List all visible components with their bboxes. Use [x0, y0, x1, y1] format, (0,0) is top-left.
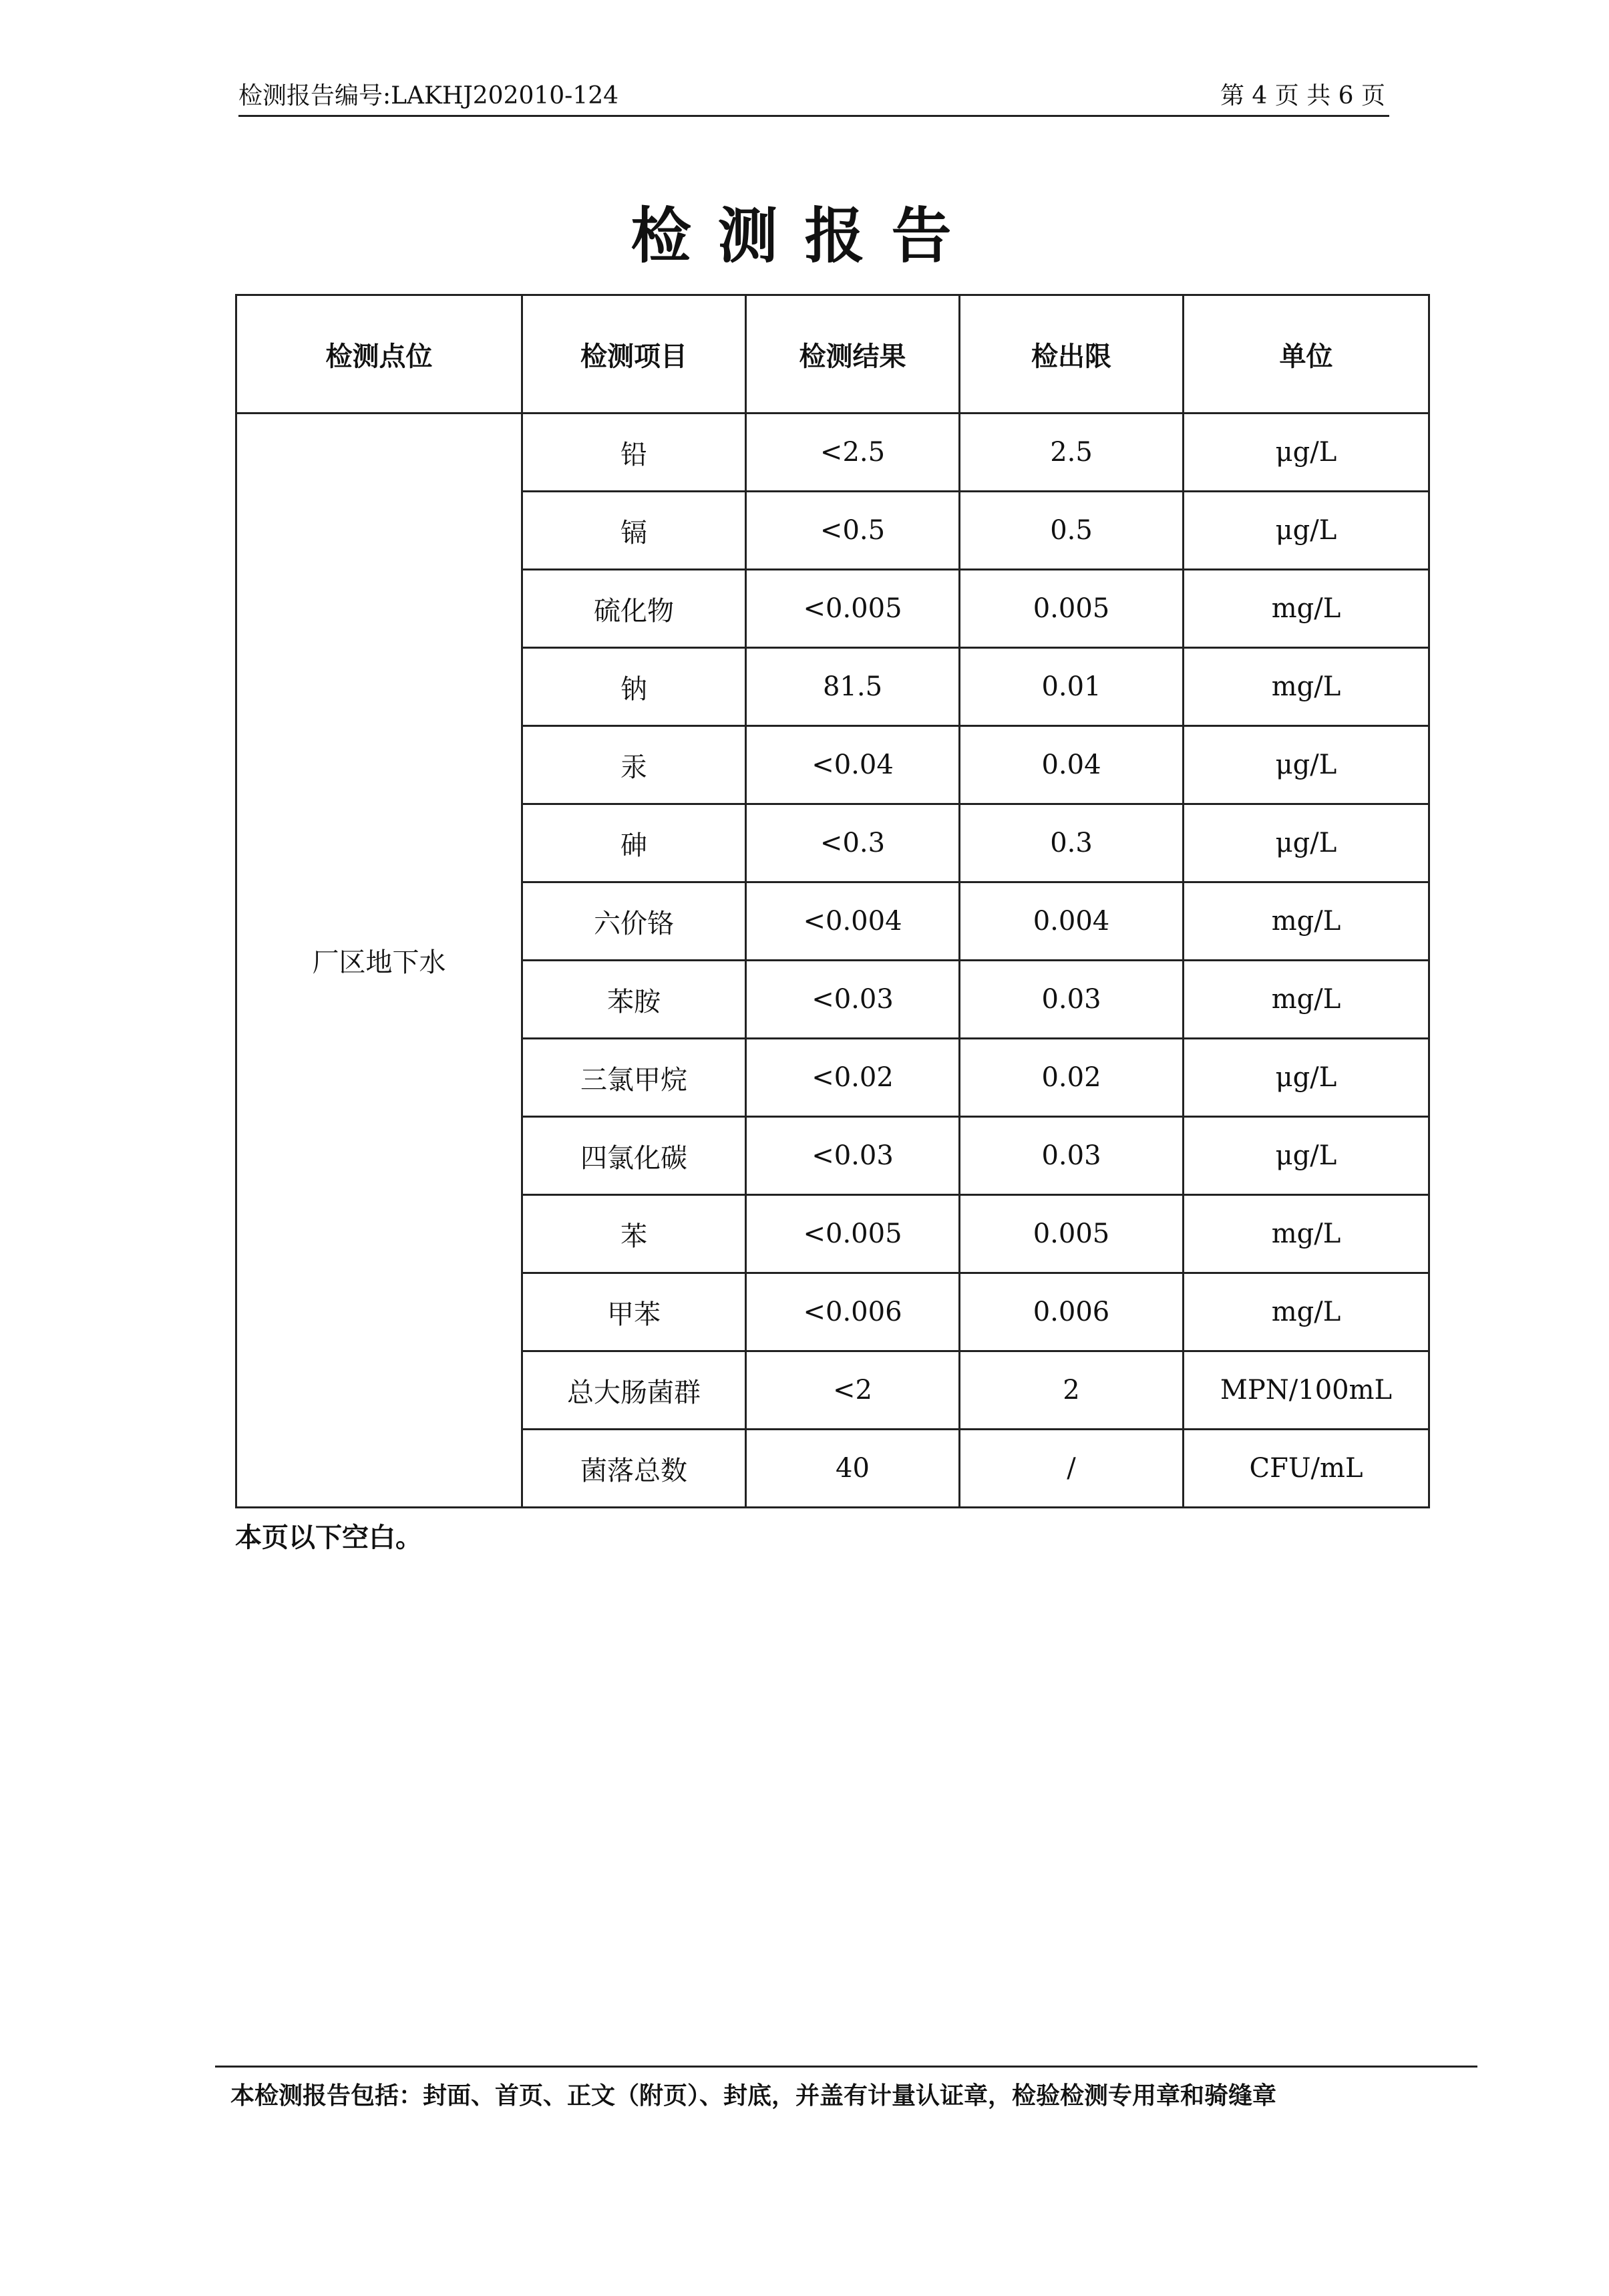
unit-cell: μg/L	[1184, 804, 1429, 882]
test-result-cell: <0.004	[746, 882, 960, 961]
test-result-cell: <0.03	[746, 961, 960, 1039]
test-item-cell: 六价铬	[522, 882, 746, 961]
table-header-row	[236, 295, 1429, 414]
unit-cell: mg/L	[1184, 570, 1429, 648]
report-number: 检测报告编号:LAKHJ202010-124	[238, 82, 619, 110]
test-item-cell: 三氯甲烷	[522, 1039, 746, 1117]
table-row	[236, 414, 1429, 492]
test-item-cell: 甲苯	[522, 1273, 746, 1351]
detection-limit-cell: 0.004	[960, 882, 1184, 961]
test-result-cell: <0.02	[746, 1039, 960, 1117]
test-item-cell: 四氯化碳	[522, 1117, 746, 1195]
unit-cell: μg/L	[1184, 492, 1429, 570]
detection-limit-cell: 0.3	[960, 804, 1184, 882]
page-indicator: 第 4 页 共 6 页	[1220, 82, 1385, 110]
test-result-cell: <0.006	[746, 1273, 960, 1351]
table-body	[236, 414, 1429, 1508]
header-divider	[238, 115, 1389, 117]
test-result-cell: 40	[746, 1430, 960, 1508]
test-item-cell: 苯	[522, 1195, 746, 1273]
detection-limit-cell: 0.006	[960, 1273, 1184, 1351]
unit-cell: mg/L	[1184, 1195, 1429, 1273]
test-item-cell: 铅	[522, 414, 746, 492]
test-result-cell: <2	[746, 1351, 960, 1430]
detection-limit-cell: 0.005	[960, 1195, 1184, 1273]
footer-divider	[215, 2066, 1477, 2068]
unit-cell: μg/L	[1184, 414, 1429, 492]
unit-cell: μg/L	[1184, 1039, 1429, 1117]
column-header: 检测点位	[236, 295, 522, 414]
detection-limit-cell: 2	[960, 1351, 1184, 1430]
test-result-cell: <0.3	[746, 804, 960, 882]
test-result-cell: <0.04	[746, 726, 960, 804]
test-result-cell: <0.03	[746, 1117, 960, 1195]
detection-limit-cell: 0.03	[960, 961, 1184, 1039]
unit-cell: CFU/mL	[1184, 1430, 1429, 1508]
test-item-cell: 镉	[522, 492, 746, 570]
test-result-cell: <0.5	[746, 492, 960, 570]
unit-cell: μg/L	[1184, 1117, 1429, 1195]
detection-limit-cell: 0.005	[960, 570, 1184, 648]
column-header: 检测项目	[522, 295, 746, 414]
detection-limit-cell: 0.03	[960, 1117, 1184, 1195]
detection-limit-cell: 0.5	[960, 492, 1184, 570]
detection-limit-cell: /	[960, 1430, 1184, 1508]
unit-cell: mg/L	[1184, 1273, 1429, 1351]
test-item-cell: 总大肠菌群	[522, 1351, 746, 1430]
detection-limit-cell: 0.04	[960, 726, 1184, 804]
test-result-cell: 81.5	[746, 648, 960, 726]
column-header: 单位	[1184, 295, 1429, 414]
test-result-cell: <2.5	[746, 414, 960, 492]
document-title: 检测报告	[631, 201, 978, 271]
sampling-site-cell: 厂区地下水	[236, 414, 522, 1508]
footer-note: 本检测报告包括：封面、首页、正文（附页）、封底，并盖有计量认证章，检验检测专用章和骑缝章	[230, 2082, 1277, 2110]
test-item-cell: 汞	[522, 726, 746, 804]
test-item-cell: 砷	[522, 804, 746, 882]
column-header: 检出限	[960, 295, 1184, 414]
column-header: 检测结果	[746, 295, 960, 414]
unit-cell: mg/L	[1184, 882, 1429, 961]
test-item-cell: 钠	[522, 648, 746, 726]
unit-cell: mg/L	[1184, 648, 1429, 726]
test-result-cell: <0.005	[746, 1195, 960, 1273]
page-blank-note: 本页以下空白。	[235, 1522, 422, 1553]
unit-cell: mg/L	[1184, 961, 1429, 1039]
detection-limit-cell: 2.5	[960, 414, 1184, 492]
unit-cell: MPN/100mL	[1184, 1351, 1429, 1430]
test-item-cell: 硫化物	[522, 570, 746, 648]
test-item-cell: 菌落总数	[522, 1430, 746, 1508]
results-table	[235, 294, 1430, 1508]
detection-limit-cell: 0.01	[960, 648, 1184, 726]
test-item-cell: 苯胺	[522, 961, 746, 1039]
unit-cell: μg/L	[1184, 726, 1429, 804]
detection-limit-cell: 0.02	[960, 1039, 1184, 1117]
test-result-cell: <0.005	[746, 570, 960, 648]
